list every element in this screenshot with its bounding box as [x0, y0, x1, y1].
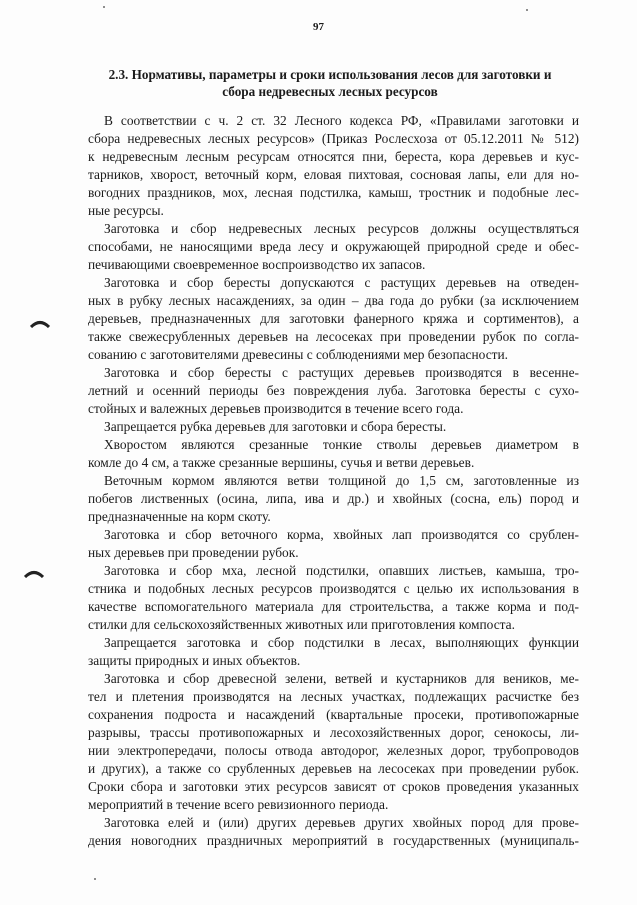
margin-mark-icon — [24, 568, 44, 578]
text-line: к недревесным лесным ресурсам относятся пни, береста, кора деревьев и кус- — [88, 149, 579, 164]
text-line: Веточным кормом являются ветви толщиной до 1,5 см, заготовленные из — [104, 473, 579, 488]
text-line: комле до 4 см, а также срезанные вершины, сучья и ветви деревьев. — [88, 455, 475, 470]
text-line: Заготовка и сбор бересты с растущих деревьев производятся в весенне- — [104, 365, 579, 380]
text-line: деревьев, предназначенных для заготовки фанерного кряжа и сортиментов), а — [88, 311, 579, 326]
text-line: стойных и валежных деревьев производится в течение всего года. — [88, 401, 464, 416]
text-line: Заготовка елей и (или) других деревьев других хвойных пород для прове- — [104, 815, 579, 830]
text-line: качестве вспомогательного материала для строительства, а также корма и под- — [88, 599, 579, 614]
section-heading-line: 2.3. Нормативы, параметры и сроки использования лесов для заготовки и — [108, 67, 552, 82]
text-line: стника и подобных лесных ресурсов производятся с целью их использования в — [88, 581, 579, 596]
text-line: Заготовка и сбор мха, лесной подстилки, опавших листьев, камыша, тро- — [104, 563, 579, 578]
text-line: Запрещается рубка деревьев для заготовки и сбора бересты. — [104, 419, 447, 434]
text-line: ных в рубку лесных насаждениях, за один – два года до рубки (за исключением — [88, 293, 579, 308]
text-line: вогодних праздников, мох, лесная подстилка, камыш, тростник и подобные лес- — [88, 185, 579, 200]
text-line: сохранения подроста и насаждений (квартальные просеки, противопожарные — [88, 707, 579, 722]
text-line: тел и плетения производятся на лесных участках, подлежащих расчистке без — [88, 689, 579, 704]
body-text — [88, 112, 579, 850]
text-line: способами, не наносящими вреда лесу и окружающей природной среде и обес- — [88, 239, 579, 254]
text-line: защиты природных и иных объектов. — [88, 653, 301, 668]
text-line: Заготовка и сбор бересты допускаются с растущих деревьев на отведен- — [104, 275, 579, 290]
scan-speck — [103, 6, 105, 8]
text-line: Заготовка и сбор веточного корма, хвойных лап производятся со срублен- — [104, 527, 579, 542]
text-line: печивающими своевременное воспроизводство их запасов. — [88, 257, 426, 272]
scan-speck — [526, 9, 528, 11]
text-line: Сроки сбора и заготовки этих ресурсов зависят от сроков проведения указанных — [88, 779, 579, 794]
text-line: побегов лиственных (осина, липа, ива и др.) и хвойных (сосна, ель) пород и — [88, 491, 579, 506]
text-line: летний и осенний периоды без повреждения луба. Заготовка бересты с сухо- — [88, 383, 579, 398]
text-line: и других), а также со срубленных деревьев на лесосеках при проведении рубок. — [88, 761, 579, 776]
text-line: дения новогодних праздничных мероприятий в государственных (муниципаль- — [88, 833, 579, 848]
section-heading-line: сбора недревесных лесных ресурсов — [222, 84, 438, 99]
text-line: нии электропередачи, полосы отвода автодорог, железных дорог, трубопроводов — [88, 743, 579, 758]
text-line: Заготовка и сбор недревесных лесных ресурсов должны осуществляться — [104, 221, 579, 236]
text-line: ных деревьев при проведении рубок. — [88, 545, 299, 560]
margin-mark-icon — [30, 318, 50, 328]
section-heading — [80, 66, 580, 100]
text-line: тарников, хворост, веточный корм, еловая пихтовая, сосновая лапы, ели для но- — [88, 167, 579, 182]
text-line: предназначенные на корм скоту. — [88, 509, 271, 524]
scan-speck — [94, 878, 96, 880]
text-line: ные ресурсы. — [88, 203, 164, 218]
text-line: Запрещается заготовка и сбор подстилки в лесах, выполняющих функции — [104, 635, 579, 650]
text-line: сованию с заготовителями древесины с соблюдениями мер безопасности. — [88, 347, 509, 362]
page-number: 97 — [313, 21, 324, 33]
text-line: разрывы, трассы противопожарных и лесохозяйственных дорог, сенокосы, ли- — [88, 725, 579, 740]
text-line: также свежесрубленных деревьев на лесосеках при проведении рубок по согла- — [88, 329, 579, 344]
text-line: В соответствии с ч. 2 ст. 32 Лесного кодекса РФ, «Правилами заготовки и — [104, 113, 579, 128]
text-line: Заготовка и сбор древесной зелени, ветвей и кустарников для веников, ме- — [104, 671, 579, 686]
text-line: стилки для сельскохозяйственных животных или приготовления компоста. — [88, 617, 515, 632]
text-line: сбора недревесных лесных ресурсов» (Приказ Рослесхоза от 05.12.2011 № 512) — [88, 131, 579, 146]
text-line: мероприятий в течение всего ревизионного периода. — [88, 797, 389, 812]
text-line: Хворостом являются срезанные тонкие стволы деревьев диаметром в — [104, 437, 579, 452]
